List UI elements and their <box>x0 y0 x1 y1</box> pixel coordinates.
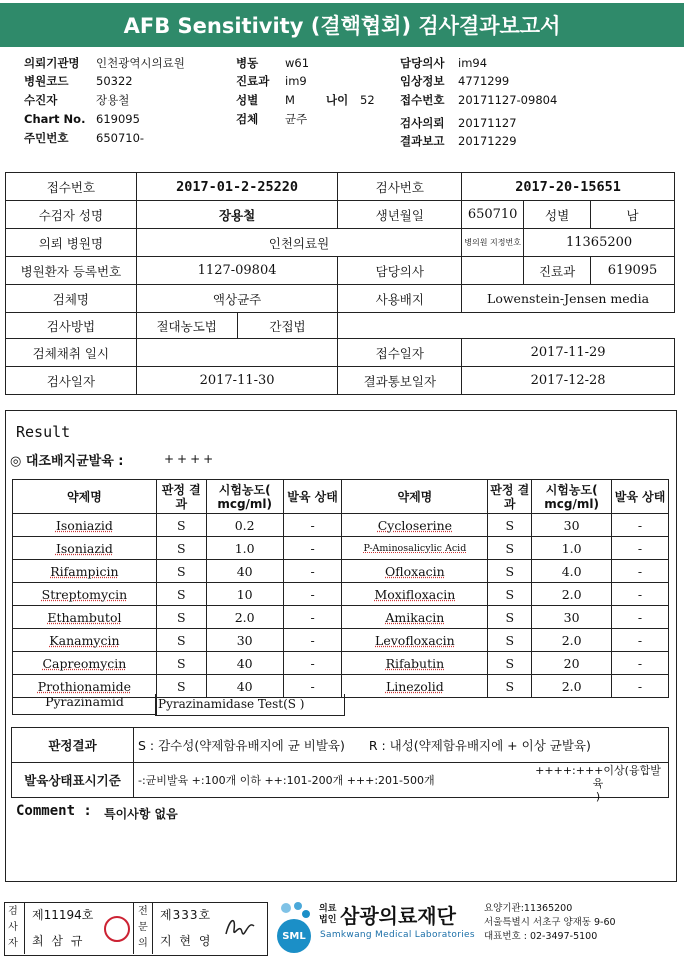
header-label: 병동 <box>236 56 259 70</box>
method-label: 검사방법 <box>6 313 137 339</box>
drug-conc: 0.2 <box>206 514 283 537</box>
expert-label: 전문의 <box>138 906 148 949</box>
drug-growth: - <box>612 583 669 606</box>
pza-label: Pyrazinamid <box>12 694 157 715</box>
criteria-table <box>11 727 669 803</box>
drug-result: S <box>156 629 206 652</box>
test-no: 2017-20-15651 <box>462 173 675 201</box>
doctor-value <box>462 257 524 285</box>
drug-result: S <box>488 675 532 698</box>
blank-cell <box>338 313 675 339</box>
header-label: 접수번호 <box>400 93 445 107</box>
header-value: im9 <box>285 74 307 88</box>
hospital-label: 의뢰 병원명 <box>6 229 137 257</box>
drug-result: S <box>488 652 532 675</box>
header-value: im94 <box>458 56 488 70</box>
comment-value: 특이사항 없음 <box>104 807 178 821</box>
addr-line: 요양기관:11365200 <box>484 903 573 914</box>
drug-result: S <box>488 560 532 583</box>
drug-conc: 2.0 <box>532 583 612 606</box>
drug-name: Isoniazid <box>13 537 157 560</box>
drug-result: S <box>156 514 206 537</box>
drug-conc: 40 <box>206 560 283 583</box>
drug-result: S <box>156 652 206 675</box>
drug-name: Cycloserine <box>342 514 488 537</box>
header-value: 균주 <box>285 112 308 126</box>
header-label: 결과보고 <box>400 134 445 148</box>
header-label: 병원코드 <box>24 74 69 88</box>
drug-conc: 2.0 <box>532 675 612 698</box>
test-date-label: 검사일자 <box>6 367 137 395</box>
report-date-label: 결과통보일자 <box>338 367 462 395</box>
header-label: 검사의뢰 <box>400 116 445 130</box>
col-drug: 약제명 <box>13 480 157 514</box>
table-row <box>13 583 669 606</box>
drug-name: Prothionamide <box>13 675 157 698</box>
drug-name: Amikacin <box>342 606 488 629</box>
header-label: 의뢰기관명 <box>24 56 80 70</box>
col-conc: 시험농도( mcg/ml) <box>206 480 283 514</box>
drug-growth: - <box>612 629 669 652</box>
growth-tail <box>534 764 662 803</box>
specimen-label: 검체명 <box>6 285 137 313</box>
dept-label: 진료과 <box>524 257 591 285</box>
drug-result: S <box>156 675 206 698</box>
reg-no: 1127-09804 <box>136 257 338 285</box>
drug-growth: - <box>283 606 342 629</box>
table-row <box>13 514 669 537</box>
drug-conc: 30 <box>532 514 612 537</box>
drug-growth: - <box>283 652 342 675</box>
control-label: ◎ 대조배지균발육 : <box>10 454 124 469</box>
judge-label: 판정결과 <box>12 728 134 763</box>
test-date: 2017-11-30 <box>136 367 338 395</box>
col-growth: 발육 상태 <box>612 480 669 514</box>
sex-value: 남 <box>591 201 675 229</box>
receive-date-label: 접수일자 <box>338 339 462 367</box>
pza-value: Pyrazinamidase Test(S ) <box>155 694 345 716</box>
doctor-label: 담당의사 <box>338 257 462 285</box>
table-row <box>13 560 669 583</box>
drug-growth: - <box>283 560 342 583</box>
drug-result: S <box>488 629 532 652</box>
growth-text: -:균비발육 +:100개 이하 ++:101-200개 +++:201-500개 <box>138 774 435 787</box>
drug-name: Levofloxacin <box>342 629 488 652</box>
patient-name: 장용철 <box>136 201 338 229</box>
header-label: 담당의사 <box>400 56 445 70</box>
drug-growth: - <box>612 606 669 629</box>
drug-conc: 20 <box>532 652 612 675</box>
table-row <box>13 652 669 675</box>
media-label: 사용배지 <box>338 285 462 313</box>
col-result: 판정 결과 <box>156 480 206 514</box>
birth-value: 650710 <box>462 201 524 229</box>
drug-result: S <box>488 583 532 606</box>
col-conc: 시험농도( mcg/ml) <box>532 480 612 514</box>
footer <box>0 894 684 960</box>
expert-no: 제333호 <box>160 908 212 922</box>
age-value: 52 <box>360 93 375 107</box>
col-growth: 발육 상태 <box>283 480 342 514</box>
drug-conc: 10 <box>206 583 283 606</box>
drug-growth: - <box>612 560 669 583</box>
org-address <box>484 902 616 944</box>
drug-growth: - <box>283 514 342 537</box>
signature-icon <box>222 908 258 944</box>
header-value: M <box>285 93 295 107</box>
patient-name-label: 수검자 성명 <box>6 201 137 229</box>
hospital-id: 11365200 <box>524 229 675 257</box>
reg-no-label: 병원환자 등록번호 <box>6 257 137 285</box>
header-info <box>0 54 684 149</box>
report-date: 2017-12-28 <box>462 367 675 395</box>
drug-growth: - <box>283 583 342 606</box>
drug-conc: 30 <box>206 629 283 652</box>
drug-conc: 2.0 <box>532 629 612 652</box>
header-value: 20171127 <box>458 116 517 130</box>
drug-result: S <box>156 560 206 583</box>
drug-name: Isoniazid <box>13 514 157 537</box>
header-value: 650710- <box>96 131 145 145</box>
tester-name: 최 삼 규 <box>32 934 85 948</box>
drug-conc: 2.0 <box>206 606 283 629</box>
header-value: 619095 <box>96 112 140 126</box>
addr-line: 서울특별시 서초구 양재동 9-60 <box>484 917 616 928</box>
tester-no: 제11194호 <box>32 908 94 922</box>
judge-r: R : 내성(약제함유배지에 + 이상 균발육) <box>368 738 591 753</box>
header-value: 4771299 <box>458 74 510 88</box>
org-small-1: 의료 <box>319 904 337 914</box>
drug-growth: - <box>612 652 669 675</box>
sml-logo-icon <box>272 898 316 956</box>
drug-name: P-Aminosalicylic Acid <box>342 537 488 560</box>
drug-result: S <box>156 583 206 606</box>
drug-result: S <box>488 514 532 537</box>
drug-result: S <box>156 537 206 560</box>
col-drug: 약제명 <box>342 480 488 514</box>
drug-conc: 30 <box>532 606 612 629</box>
drug-conc: 40 <box>206 675 283 698</box>
drug-table <box>12 479 669 698</box>
method-2: 간접법 <box>237 313 338 339</box>
header-label: Chart No. <box>24 112 86 126</box>
control-value: ++++ <box>164 452 217 466</box>
hospital-value: 인천의료원 <box>136 229 461 257</box>
drug-growth: - <box>612 514 669 537</box>
header-label: 수진자 <box>24 93 58 107</box>
seal-icon <box>104 916 130 942</box>
header-value: 장용철 <box>96 93 130 107</box>
media-value: Lowenstein-Jensen media <box>462 285 675 313</box>
org-small <box>319 904 336 926</box>
patient-info-table <box>5 172 675 395</box>
drug-growth: - <box>283 675 342 698</box>
header-value: 인천광역시의료원 <box>96 56 185 70</box>
growth-tail-1: ++++:+++이상(융합발육 <box>535 764 661 790</box>
table-row <box>13 606 669 629</box>
drug-growth: - <box>283 629 342 652</box>
header-value: 20171127-09804 <box>458 93 558 107</box>
dept-value: 619095 <box>591 257 675 285</box>
reception-no: 2017-01-2-25220 <box>136 173 338 201</box>
org-name: 삼광의료재단 <box>340 904 456 928</box>
comment-label: Comment : <box>16 803 92 819</box>
drug-growth: - <box>283 537 342 560</box>
header-label: 임상정보 <box>400 74 445 88</box>
table-row <box>13 537 669 560</box>
header-label: 진료과 <box>236 74 270 88</box>
test-no-label: 검사번호 <box>338 173 462 201</box>
drug-name: Rifampicin <box>13 560 157 583</box>
hospital-id-label: 병의원 지정번호 <box>462 229 524 257</box>
result-heading: Result <box>16 423 71 441</box>
birth-label: 생년월일 <box>338 201 462 229</box>
drug-conc: 4.0 <box>532 560 612 583</box>
drug-name: Rifabutin <box>342 652 488 675</box>
method-1: 절대농도법 <box>136 313 237 339</box>
drug-name: Capreomycin <box>13 652 157 675</box>
drug-growth: - <box>612 537 669 560</box>
judge-desc <box>134 728 669 763</box>
age-label: 나이 <box>326 93 349 107</box>
drug-name: Streptomycin <box>13 583 157 606</box>
header-label: 주민번호 <box>24 131 69 145</box>
drug-name: Linezolid <box>342 675 488 698</box>
collect-label: 검체채취 일시 <box>6 339 137 367</box>
header-label: 성별 <box>236 93 259 107</box>
col-result: 판정 결과 <box>488 480 532 514</box>
drug-result: S <box>488 537 532 560</box>
addr-line: 대표번호 : 02-3497-5100 <box>484 931 598 942</box>
header-value: 50322 <box>96 74 133 88</box>
logo-text: SML <box>282 931 306 942</box>
growth-label: 발육상태표시기준 <box>12 763 134 798</box>
header-value: w61 <box>285 56 310 70</box>
drug-conc: 40 <box>206 652 283 675</box>
receive-date: 2017-11-29 <box>462 339 675 367</box>
drug-growth: - <box>612 675 669 698</box>
org-small-2: 법인 <box>319 915 337 925</box>
report-title: AFB Sensitivity (결핵협회) 검사결과보고서 <box>0 3 684 47</box>
header-value: 20171229 <box>458 134 517 148</box>
drug-conc: 1.0 <box>532 537 612 560</box>
header-label: 검체 <box>236 112 259 126</box>
drug-result: S <box>156 606 206 629</box>
tester-label: 검사자 <box>8 906 18 949</box>
sex-label: 성별 <box>524 201 591 229</box>
drug-result: S <box>488 606 532 629</box>
reception-no-label: 접수번호 <box>6 173 137 201</box>
collect-value <box>136 339 338 367</box>
judge-s: S : 감수성(약제함유배지에 균 비발육) <box>138 738 345 753</box>
org-eng: Samkwang Medical Laboratories <box>320 930 475 940</box>
drug-name: Moxifloxacin <box>342 583 488 606</box>
expert-name: 지 현 영 <box>160 934 213 948</box>
specimen-value: 액상균주 <box>136 285 338 313</box>
drug-name: Kanamycin <box>13 629 157 652</box>
table-row <box>13 629 669 652</box>
drug-conc: 1.0 <box>206 537 283 560</box>
drug-name: Ethambutol <box>13 606 157 629</box>
growth-tail-2: ) <box>595 790 601 803</box>
drug-name: Ofloxacin <box>342 560 488 583</box>
growth-desc <box>134 763 669 803</box>
